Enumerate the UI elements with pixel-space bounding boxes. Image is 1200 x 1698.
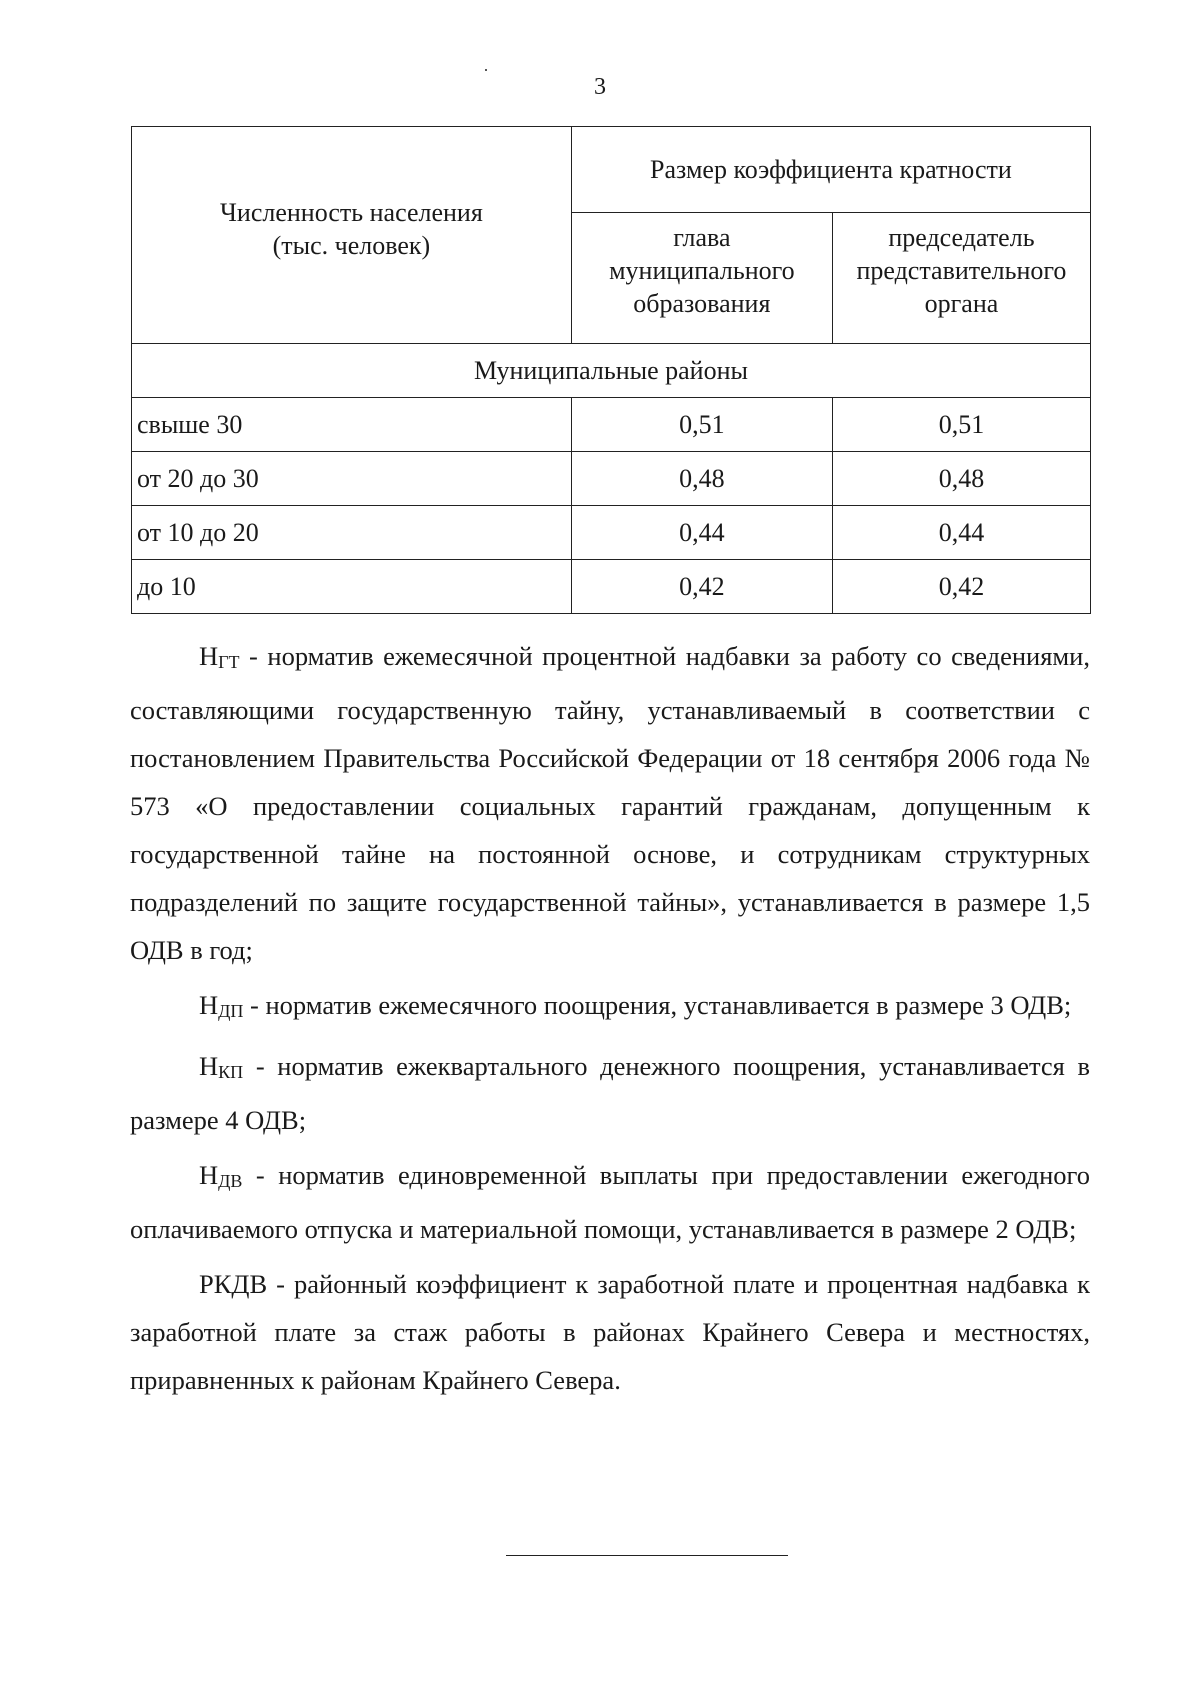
paragraph-text: - норматив ежемесячного поощрения, устанавливается в размере 3 ОДВ; xyxy=(243,990,1072,1020)
paragraph-ndv xyxy=(130,1151,1090,1253)
header-population-line2: (тыс. человек) xyxy=(272,231,431,260)
header-population xyxy=(132,127,572,344)
term-letter: Н xyxy=(199,990,219,1020)
scan-speck xyxy=(485,69,487,71)
term-letter: Н xyxy=(199,641,219,671)
header-population-line1: Численность населения xyxy=(220,198,483,227)
paragraph-text: РКДВ - районный коэффициент к заработной плате и процентная надбавка к заработной плате за стаж работы в районах Крайнего Севера и местностях, приравненных к районам Крайнего Севера. xyxy=(130,1269,1090,1395)
paragraph-text: - норматив единовременной выплаты при предоставлении ежегодного оплачиваемого отпуска и материальной помощи, устанавливается в размере 2 ОДВ; xyxy=(130,1160,1090,1244)
coefficient-table xyxy=(131,126,1091,614)
row-label: до 10 xyxy=(132,560,572,614)
table-row xyxy=(132,452,1091,506)
row-value-chairman: 0,48 xyxy=(832,452,1090,506)
paragraph-nkp xyxy=(130,1042,1090,1144)
term-letter: Н xyxy=(199,1051,219,1081)
term-subscript: КП xyxy=(218,1062,244,1082)
section-municipal-districts: Муниципальные районы xyxy=(132,344,1091,398)
table-row xyxy=(132,560,1091,614)
term-subscript: ДП xyxy=(218,1001,244,1021)
header-coefficient-group: Размер коэффициента кратности xyxy=(571,127,1090,213)
paragraph-text: - норматив ежемесячной процентной надбавки за работу со сведениями, составляющими государственную тайну, устанавливаемый в соответствии с постановлением Правительства Российской Федерации от 18 сентября 2006 года № 573 «О предоставлении социальных гарантий гражданам, допущенным к государственной тайне на постоянной основе, и сотрудникам структурных подразделений по защите государственной тайны», устанавливается в размере 1,5 ОДВ в год; xyxy=(130,641,1090,965)
paragraph-text: - норматив ежеквартального денежного поощрения, устанавливается в размере 4 ОДВ; xyxy=(130,1051,1090,1135)
paragraph-ndp xyxy=(130,981,1090,1035)
subheader-chairman-representative-body: председатель представительного органа xyxy=(832,212,1090,343)
table-row xyxy=(132,398,1091,452)
paragraph-rkdv xyxy=(130,1260,1090,1404)
body-text xyxy=(130,632,1090,1411)
row-value-head: 0,48 xyxy=(571,452,832,506)
paragraph-ngt xyxy=(130,632,1090,974)
row-label: от 20 до 30 xyxy=(132,452,572,506)
row-value-head: 0,44 xyxy=(571,506,832,560)
term-subscript: ДВ xyxy=(218,1171,243,1191)
closing-rule xyxy=(506,1555,788,1556)
table-row xyxy=(132,506,1091,560)
row-value-chairman: 0,42 xyxy=(832,560,1090,614)
row-value-chairman: 0,44 xyxy=(832,506,1090,560)
term-letter: Н xyxy=(199,1160,219,1190)
row-value-head: 0,51 xyxy=(571,398,832,452)
page-number: 3 xyxy=(594,74,606,100)
subheader-head-of-municipality: глава муниципального образования xyxy=(571,212,832,343)
row-value-head: 0,42 xyxy=(571,560,832,614)
section-row xyxy=(132,344,1091,398)
row-value-chairman: 0,51 xyxy=(832,398,1090,452)
row-label: свыше 30 xyxy=(132,398,572,452)
term-subscript: ГТ xyxy=(218,652,240,672)
row-label: от 10 до 20 xyxy=(132,506,572,560)
